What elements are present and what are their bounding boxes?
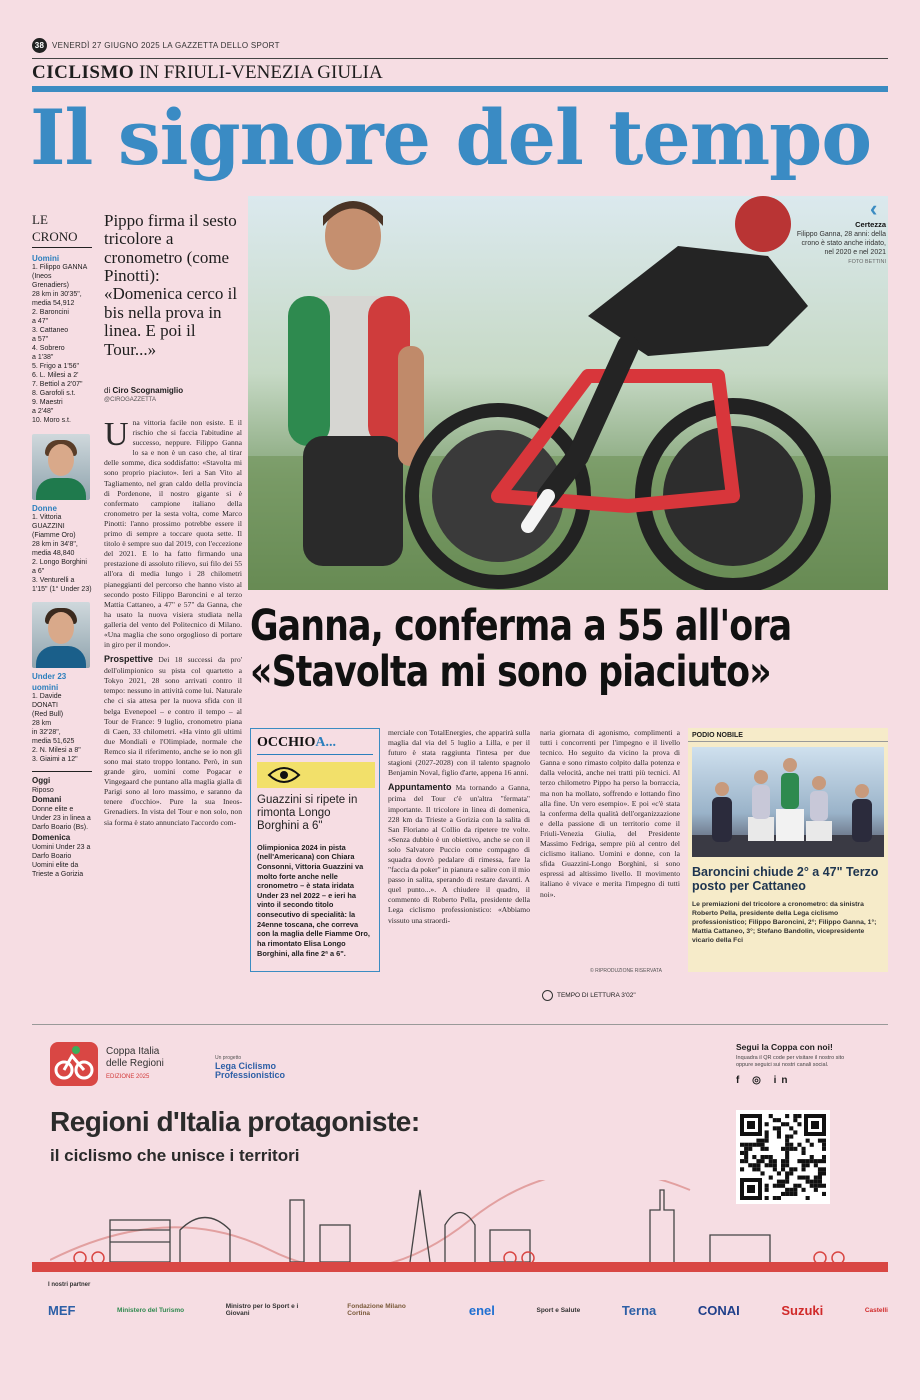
partners-label: I nostri partner xyxy=(48,1282,91,1288)
podio-caption: Le premiazioni del tricolore a cronometro: da sinistra Roberto Pella, presidente della Lega ciclismo professionistico; Filippo Baroncini, 2°; Filippo Ganna, 1°; Mattia Cattaneo, 3°; Stefano Bandolin, vicepresidente vicario della Fci xyxy=(692,900,877,945)
u23-label: Under 23 uomini xyxy=(32,672,67,692)
men-result-line: 7. Bettiol a 2'07" xyxy=(32,380,83,388)
u23-results xyxy=(32,693,92,765)
main-photo xyxy=(248,196,888,590)
men-result-line: 10. Moro s.t. xyxy=(32,416,71,424)
podium-photo xyxy=(692,747,884,857)
women-result-line: 28 km in 34'8", xyxy=(32,540,78,548)
byline-handle: @CIROGAZZETTA xyxy=(104,397,156,403)
results-title: LE CRONO xyxy=(32,212,92,248)
copyright: © RIPRODUZIONE RISERVATA xyxy=(590,968,662,974)
u23-result-line: media 51,625 xyxy=(32,737,75,745)
today-label: Oggi xyxy=(32,775,51,785)
sunday-label: Domenica xyxy=(32,833,71,843)
men-result-line: 6. L. Milesi a 2' xyxy=(32,371,79,379)
social-title: Segui la Coppa con noi! xyxy=(736,1042,833,1052)
women-result-line: 1'15" (1° Under 23) xyxy=(32,585,92,593)
main-headline: Il signore del tempo xyxy=(30,93,872,182)
sunday-text: Uomini Under 23 a Darfo Boario Uomini elite da Trieste a Gorizia xyxy=(32,844,91,879)
ad-red-bar xyxy=(32,1262,888,1272)
occhio-title-b: A... xyxy=(315,735,336,750)
partner-logo: Suzuki xyxy=(781,1302,824,1318)
partner-logo: enel xyxy=(468,1302,495,1318)
men-result-line: 28 km in 30'35", xyxy=(32,291,82,299)
ganna-photo-illustration xyxy=(248,196,888,590)
folio xyxy=(32,38,280,53)
women-results xyxy=(32,514,92,595)
men-result-line: Grenadiers) xyxy=(32,282,69,290)
tomorrow-text: Donne elite e Under 23 in linea a Darfo Boario (Bs). xyxy=(32,806,91,832)
women-result-line: a 6" xyxy=(32,567,45,575)
u23-result-line: DONATI xyxy=(32,701,58,709)
women-result-line: 3. Venturelli a xyxy=(32,576,75,584)
men-result-line: 5. Frigo a 1'56" xyxy=(32,362,80,370)
article-column-4 xyxy=(540,728,680,964)
article-headline-line1: Ganna, conferma a 55 all'ora xyxy=(250,601,792,651)
podio-headline: Baroncini chiude 2° a 47" Terzo posto per Cattaneo xyxy=(692,865,879,894)
women-result-line: GUAZZINI xyxy=(32,522,65,530)
women-result-line: 1. Vittoria xyxy=(32,513,62,521)
read-time-text: TEMPO DI LETTURA 3'02" xyxy=(557,992,636,999)
today-text: Riposo xyxy=(32,786,54,794)
ad-logo-edition: EDIZIONE 2025 xyxy=(106,1074,150,1080)
bicycle-logo-icon xyxy=(50,1042,98,1086)
eye-icon xyxy=(257,762,375,788)
lega-logo xyxy=(215,1056,305,1081)
article-headline xyxy=(250,601,826,697)
donati-photo xyxy=(32,602,90,668)
photo-caption xyxy=(794,220,886,266)
u23-result-line: 1. Davide xyxy=(32,692,62,700)
ad-logo-line2: delle Regioni xyxy=(106,1058,164,1069)
women-result-line: media 48,840 xyxy=(32,549,75,557)
men-result-line: 8. Garofoli s.t. xyxy=(32,389,76,397)
guazzini-photo xyxy=(32,434,90,500)
men-result-line: 4. Sobrero xyxy=(32,345,65,353)
article-p4-lead: Appuntamento xyxy=(388,782,452,793)
partner-logo: Fondazione Milano Cortina xyxy=(347,1303,406,1317)
section-header xyxy=(32,62,383,84)
article-p5: naria giornata di agonismo, complimenti a tutti i concorrenti per l'impegno e il livello tecnico. Ho seguito da vicino la prova di Ganna e sono rimasto colpito dalla potenza e dalla velocità, anche nei tratti più tecnici. Al terzo chilometro Pippo ha perso la borraccia, ma non ha mollato, soffrendo e lottando fino alla fine. Un vero esempio». E poi «c'è stata la conferma della qualità dell'organizzazione e della passione di un territorio come il Friuli-Venezia Giulia, del Presidente Massimo Fedriga, sempre più al centro del ciclismo italiano. Uomini e donne, con la sfida Guazzini-Longo Borghini, si sono espressi ad altissimo livello. Il movimento italiano è vivace e merita l'impegno di tutti noi». xyxy=(540,728,680,899)
lega-name: Lega Ciclismo Professionistico xyxy=(215,1060,286,1081)
top-rule xyxy=(32,58,888,59)
partner-logo: Ministero del Turismo xyxy=(117,1306,185,1314)
caption-text: Filippo Ganna, 28 anni: della crono è stato anche iridato, nel 2020 e nel 2021 xyxy=(796,230,886,256)
article-p2: Dei 18 successi da pro' dell'olimpionico su pista col quartetto a Tokyo 2021, 28 sono arrivati contro il tempo: nessuno in attività come lui. Naturale che ci sia attesa per la nuova sfida con il belga Evenepoel – e contro il tempo – al Tour de France: 9 luglio, cronometro piana di Caen, 33 chilometri. «Ha vinto gli ultimi due Mondiali e l'Olimpiade, normale che Remco sia il riferimento, anche se io non gli sono mai stato troppo lontano. Però, in sun grande giro, uomini come Pogacar e Vingegaard che puntano alla maglia gialla di Parigi sono al loro massimo, e saranno da tenere d'occhio». Pure la sua Ineos-Grenadiers. In vista del Tour e non solo, non sia forma è stato annunciato l'accordo com- xyxy=(104,655,242,827)
occhio-title-a: OCCHIO xyxy=(257,735,316,750)
page-number: 38 xyxy=(32,38,47,53)
article-column-1 xyxy=(104,418,242,988)
men-result-line: 1. Filippo GANNA xyxy=(32,264,88,272)
clock-icon xyxy=(542,990,553,1001)
women-result-line: 2. Longo Borghini xyxy=(32,558,87,566)
ad-headline: Regioni d'Italia protagoniste: xyxy=(50,1106,420,1137)
women-result-line: (Fiamme Oro) xyxy=(32,531,76,539)
u23-result-line: (Red Bull) xyxy=(32,710,64,718)
ad-subheadline: il ciclismo che unisce i territori xyxy=(50,1146,300,1165)
article-headline-line2: «Stavolta mi sono piaciuto» xyxy=(250,646,771,697)
men-result-line: a 1'38" xyxy=(32,354,54,362)
men-results xyxy=(32,264,92,425)
social-icons[interactable]: f ◎ in xyxy=(736,1075,793,1087)
city-skyline-illustration xyxy=(50,1180,870,1270)
partner-logo: Castelli xyxy=(864,1306,888,1314)
partner-logo: CONAI xyxy=(697,1302,740,1318)
men-label: Uomini xyxy=(32,254,60,264)
byline-author: Ciro Scognamiglio xyxy=(112,386,184,395)
chevron-left-icon: ‹ xyxy=(870,196,878,221)
occhio-title xyxy=(257,735,373,755)
social-text: Inquadra il QR code per visitare il nostro sito oppure seguici sui nostri canali social. xyxy=(736,1055,845,1069)
section-region: IN FRIULI-VENEZIA GIULIA xyxy=(138,62,383,83)
men-result-line: a 2'48" xyxy=(32,407,54,415)
occhio-headline: Guazzini si ripete in rimonta Longo Borghini a 6" xyxy=(257,794,358,832)
u23-result-line: 3. Giaimi a 12" xyxy=(32,755,78,763)
u23-result-line: 28 km xyxy=(32,719,52,727)
men-result-line: a 57" xyxy=(32,336,49,344)
partner-logos xyxy=(48,1296,888,1324)
men-result-line: (Ineos xyxy=(32,273,52,281)
ad-logo-line1: Coppa Italia xyxy=(106,1046,160,1057)
men-result-line: 9. Maestri xyxy=(32,398,63,406)
article-p3: merciale con TotalEnergies, che apparirà sulla maglia dal via del 5 luglio a Lilla, e per il futuro è stata raggiunta l'intesa per due stagioni (2027-2028) con il talento spagnolo Benjamin Noval, figlio d'arte, appena 16 anni. xyxy=(388,728,530,778)
podio-label: PODIO NOBILE xyxy=(688,728,888,742)
podio-box xyxy=(688,728,888,972)
coppa-italia-logo xyxy=(50,1042,164,1086)
section-band xyxy=(32,86,888,92)
article-p2-lead: Prospettive xyxy=(104,654,154,665)
deck-text: Pippo firma il sesto tricolore a cronometro (come Pinotti): «Domenica cerco il bis nella prova in linea. E poi il Tour...» xyxy=(104,211,238,359)
caption-title: Certezza xyxy=(855,220,886,229)
partner-logo: Ministro per lo Sport e i Giovani xyxy=(225,1303,299,1317)
byline-prefix: di xyxy=(104,386,111,395)
men-result-line: a 47" xyxy=(32,318,49,326)
u23-result-line: 2. N. Milesi a 8" xyxy=(32,746,81,754)
partner-logo: Terna xyxy=(621,1302,657,1318)
men-result-line: 3. Cattaneo xyxy=(32,327,69,335)
occhio-body: Olimpionica 2024 in pista (nell'Americana) con Chiara Consonni, Vittoria Guazzini va molto forte anche nelle cronometro – è stata iridata Under 23 nel 2022 – e ieri ha vinto il secondo titolo consecutivo di specialità: la 24enne toscana, che correva con la maglia delle Fiamme Oro, ha rimontato Elisa Longo Borghini, alla fine 2ª a 6". xyxy=(257,842,370,958)
byline xyxy=(104,386,242,403)
article-column-3 xyxy=(388,728,530,978)
results-sidebar xyxy=(32,212,92,880)
women-label: Donne xyxy=(32,503,57,513)
article-p1: na vittoria facile non esiste. E il rischio che si faccia l'abitudine al successo, neppure. Filippo Ganna lo sa e non è un caso che, al tirar delle somme, dica soddisfatto: «Stavolta mi sono proprio piaciuto». Ieri a San Vito al Tagliamento, nel gran caldo della provincia di Pordenone, il nostro gigante si è confermato campione italiano della cronometro per la sesta volta, come Marco Pinotti: l'anno prossimo potrebbe essere il primo di sempre a toccare quota sette. Il titolo è sempre suo dal 2019, con l'eccezione del 2021. E lo ha fatto firmando una prestazione di assoluto rilievo, sui filo dei 55 all'ora di media lungo i 28 chilometri pianeggianti del percorso che hanno visto al secondo posto Filippo Baroncini e al terzo Mattia Cattaneo, a 47" e 57" da Ganna, che ha usato la nuova visiera studiata nella galleria del vento del Politecnico di Milano. «Una maglia che sono orgoglioso di portare in giro per il mondo». xyxy=(104,418,242,650)
article-p4: Ma tornando a Ganna, prima del Tour c'è un'altra "fermata" importante. Il tricolore in linea di domenica, 228 km da Trieste a Gorizia con la salita di San Floriano al Collio da ripetere tre volte. «Senza dubbio è un obiettivo, anche se con il solo Salvatore Puccio come compagno di squadra dovrò pedalare di rimessa, fare la "faccia da poker" in pianura e salire con il mio passo in salita, sperando di restare davanti. A quel punto...». A chiudere il quadro, il commento di Roberto Pella, presidente della Lega ciclismo professionistico: «Abbiamo vissuto una straordi- xyxy=(388,783,530,925)
photo-credit: FOTO BETTINI xyxy=(848,259,886,266)
ad-divider xyxy=(32,1024,888,1025)
partner-logo: MEF xyxy=(48,1302,76,1318)
u23-result-line: in 32'28", xyxy=(32,728,61,736)
tomorrow-label: Domani xyxy=(32,795,62,805)
partner-logo: Sport e Salute xyxy=(536,1306,581,1314)
lega-pre: Un progetto xyxy=(215,1055,242,1061)
men-result-line: 2. Baroncini xyxy=(32,309,69,317)
men-result-line: media 54,912 xyxy=(32,300,75,308)
folio-text: VENERDÌ 27 GIUGNO 2025 LA GAZZETTA DELLO SPORT xyxy=(52,41,280,50)
occhio-box xyxy=(250,728,380,972)
read-time xyxy=(542,990,636,1001)
section-name: CICLISMO xyxy=(32,62,135,83)
social-block xyxy=(736,1042,856,1086)
dropcap: U xyxy=(104,418,129,453)
